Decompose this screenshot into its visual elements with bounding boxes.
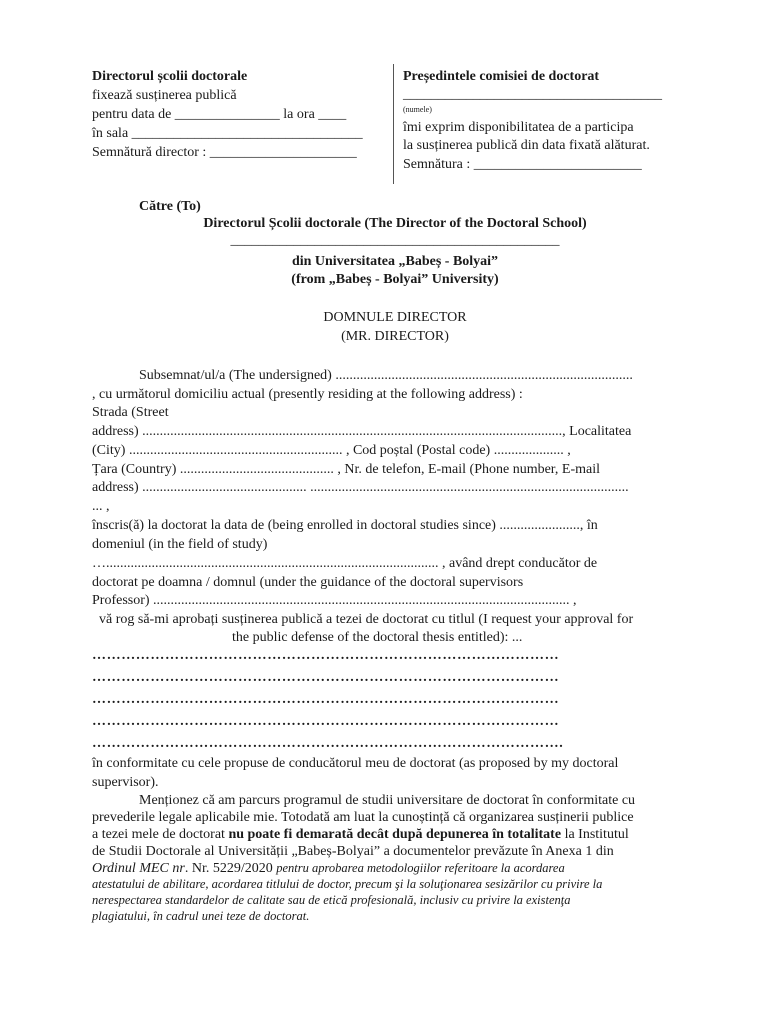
left-box-date-time-field[interactable]: pentru data de _______________ la ora ____ <box>92 107 347 122</box>
mention-line-6: atestatului de abilitare, acordarea titlului de doctor, precum şi la soluţionarea sesizărilor cu privire la <box>92 877 603 891</box>
order-purpose: pentru aprobarea metodologiilor referitoare la acordarea <box>276 861 565 875</box>
body-line-address-email[interactable]: address) ............................................... ........................................................................................... <box>92 480 629 495</box>
body-line-city-postal[interactable]: (City) ............................................................. , Cod poștal (Postal code) .................... , <box>92 443 571 458</box>
salutation-en: (MR. DIRECTOR) <box>341 329 449 344</box>
body-line-street-label: Strada (Street <box>92 405 169 420</box>
left-box-room-field[interactable]: în sala _________________________________ <box>92 126 363 141</box>
body-line-country-phone[interactable]: Țara (Country) ............................................ , Nr. de telefon, E-mail (Phone number, E-mail <box>92 462 600 477</box>
right-box-signature-field[interactable]: Semnătura : ________________________ <box>403 157 642 172</box>
thesis-title-line-2[interactable]: …………………………………………………………………………………… <box>92 670 560 685</box>
header-divider <box>393 64 394 184</box>
mention-line-5 <box>92 860 565 877</box>
mention-line-3-bold: nu poate fi demarată decât după depunerea în totalitate <box>228 827 562 842</box>
addressee-director: Directorul Școlii doctorale (The Director of the Doctoral School) <box>203 216 587 231</box>
body-line-continuation: ... , <box>92 499 110 514</box>
mention-line-3-end: la Institutul <box>561 827 629 842</box>
thesis-title-line-4[interactable]: …………………………………………………………………………………… <box>92 714 560 729</box>
body-line-professor[interactable]: Professor) ....................................................................................................................... , <box>92 593 577 608</box>
body-line-field-label: domeniul (in the field of study) <box>92 537 268 552</box>
university-name: din Universitatea „Babeș - Bolyai” <box>291 254 499 269</box>
mention-line-1: Menționez că am parcurs programul de studii universitare de doctorat în conformitate cu <box>139 793 636 808</box>
mention-line-2: prevederile legale aplicabile mie. Totodată am luat la cunoștință că organizarea susținerii publice <box>92 810 634 825</box>
right-box-name-field[interactable]: _____________________________________ <box>403 87 662 102</box>
order-number: . Nr. 5229/2020 <box>184 861 277 876</box>
request-line-2: the public defense of the doctoral thesis entitled): ... <box>232 630 523 645</box>
mention-line-7: nerespectarea standardelor de calitate sau de etică profesională, inclusiv cu privire la existenţa <box>92 893 571 907</box>
body-line-supervisor-guidance: doctorat pe doamna / domnul (under the guidance of the doctoral supervisors <box>92 575 524 590</box>
conformity-line-2: supervisor). <box>92 775 159 790</box>
right-box-title: Președintele comisiei de doctorat <box>403 69 600 84</box>
mention-line-4: de Studii Doctorale al Universității „Babeș-Bolyai” a documentelor prevăzute în Anexa 1 din <box>92 844 614 859</box>
right-box-line-1: îmi exprim disponibilitatea de a participa <box>403 120 634 135</box>
left-box-line-1: fixează susținerea publică <box>92 88 237 103</box>
left-box-title: Directorul școlii doctorale <box>92 69 248 84</box>
body-line-enrolled[interactable]: înscris(ă) la doctorat la data de (being enrolled in doctoral studies since) ......................., în <box>92 518 598 533</box>
body-line-residence: , cu următorul domiciliu actual (presently residing at the following address) : <box>92 387 523 402</box>
salutation-ro: DOMNULE DIRECTOR <box>323 310 467 325</box>
university-name-en: (from „Babeș - Bolyai” University) <box>291 272 499 287</box>
addressee-to: Către (To) <box>139 199 201 214</box>
body-line-undersigned[interactable]: Subsemnat/ul/a (The undersigned) ..................................................................................... <box>139 368 633 383</box>
body-line-field-supervisor[interactable]: …............................................................................................... , având drept conducător de <box>92 556 598 571</box>
mention-line-8: plagiatului, în cadrul unei teze de doctorat. <box>92 909 310 923</box>
request-line-1: vă rog să-mi aprobați susținerea publică a tezei de doctorat cu titlul (I request your approval for <box>99 612 634 627</box>
thesis-title-line-5[interactable]: ……………………………………………………………………………………. <box>92 736 564 751</box>
mention-line-3 <box>92 826 629 843</box>
right-box-name-hint: (numele) <box>403 105 432 114</box>
mention-line-3-start: a tezei mele de doctorat <box>92 827 229 842</box>
right-box-line-2: la susținerea publică din data fixată alăturat. <box>403 138 650 153</box>
conformity-line-1: în conformitate cu cele propuse de conducătorul meu de doctorat (as proposed by my doctoral <box>92 756 619 771</box>
addressee-blank-line[interactable]: _______________________________________________ <box>230 233 560 248</box>
thesis-title-line-1[interactable]: …………………………………………………………………………………… <box>92 648 560 663</box>
body-line-street-city[interactable]: address) ........................................................................................................................, Localitatea <box>92 424 632 439</box>
order-reference: Ordinul MEC nr <box>92 861 185 876</box>
left-box-director-signature-field[interactable]: Semnătură director : _____________________ <box>92 145 357 160</box>
thesis-title-line-3[interactable]: …………………………………………………………………………………… <box>92 692 560 707</box>
